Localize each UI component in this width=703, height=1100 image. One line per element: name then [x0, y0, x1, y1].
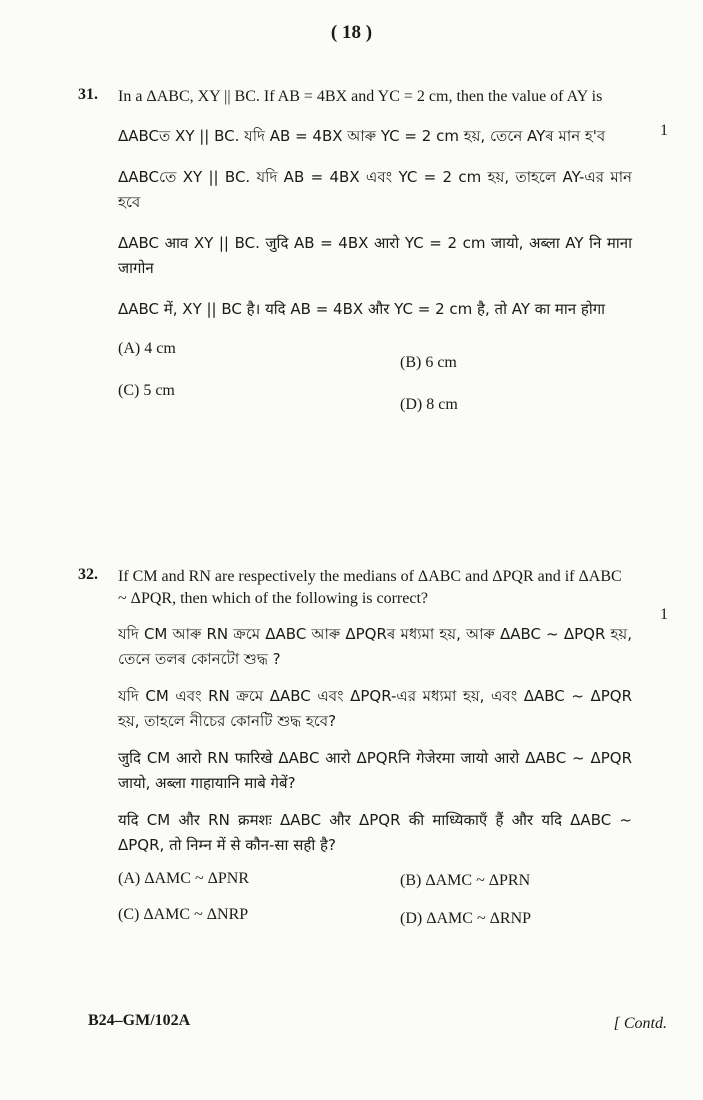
option-a: (A) 4 cm [118, 340, 176, 357]
hindi-translation: यदि CM और RN क्रमशः ΔABC और ΔPQR की माध्यिकाएँ हैं और यदि ΔABC ~ ΔPQR, तो निम्न में से कौन-सा सही है? [118, 811, 632, 854]
question-number: 31. [78, 86, 98, 103]
assamese-translation: ΔABCত XY || BC. যদি AB = 4BX আৰু YC = 2 cm হয়, তেনে AYৰ মান হ'ব [118, 127, 606, 145]
marks: 1 [660, 122, 668, 139]
option-b: (B) ΔAMC ~ ΔPRN [400, 872, 531, 889]
option-d: (D) ΔAMC ~ ΔRNP [400, 910, 532, 927]
option-d: (D) 8 cm [400, 396, 458, 413]
question-body [118, 86, 632, 430]
marks: 1 [660, 606, 668, 623]
question-body [118, 566, 632, 960]
continued-label: [ Contd. [613, 1015, 667, 1032]
option-a: (A) ΔAMC ~ ΔPNR [118, 870, 250, 887]
bodo-translation: जुदि CM आरो RN फारिखे ΔABC आरो ΔPQRनि गेजेरमा जायो आरो ΔABC ~ ΔPQR जायो, अब्ला गाहायानि माबे गेबें? [118, 749, 632, 792]
bodo-translation: ΔABC आव XY || BC. जुदि AB = 4BX आरो YC = 2 cm जायो, अब्ला AY नि माना जागोन [118, 234, 632, 277]
question-32 [78, 566, 668, 960]
option-c: (C) 5 cm [118, 382, 175, 399]
question-number: 32. [78, 566, 98, 583]
option-c: (C) ΔAMC ~ ΔNRP [118, 906, 249, 923]
paper-code: B24–GM/102A [88, 1012, 191, 1029]
options [118, 340, 632, 430]
page-number: ( 18 ) [330, 22, 373, 43]
bengali-translation: যদি CM এবং RN ক্রমে ΔABC এবং ΔPQR-এর মধ্যমা হয়, এবং ΔABC ~ ΔPQR হয়, তাহলে নীচের কোনটি শুদ্ধ হবে? [118, 687, 632, 730]
hindi-translation: ΔABC में, XY || BC है। यदि AB = 4BX और YC = 2 cm है, तो AY का मान होगा [118, 300, 606, 318]
question-english-text: In a ΔABC, XY || BC. If AB = 4BX and YC = 2 cm, then the value of AY is [118, 88, 603, 105]
options [118, 870, 632, 960]
option-b: (B) 6 cm [400, 354, 457, 371]
bengali-translation: ΔABCতে XY || BC. যদি AB = 4BX এবং YC = 2 cm হয়, তাহলে AY-এর মান হবে [118, 168, 632, 211]
assamese-translation: যদি CM আৰু RN ক্ৰমে ΔABC আৰু ΔPQRৰ মধ্যমা হয়, আৰু ΔABC ~ ΔPQR হয়, তেনে তলৰ কোনটো শুদ্ধ ? [118, 625, 632, 668]
question-31 [78, 86, 668, 430]
question-english-text: If CM and RN are respectively the medians of ΔABC and ΔPQR and if ΔABC ~ ΔPQR, then which of the following is correct? [118, 568, 622, 607]
